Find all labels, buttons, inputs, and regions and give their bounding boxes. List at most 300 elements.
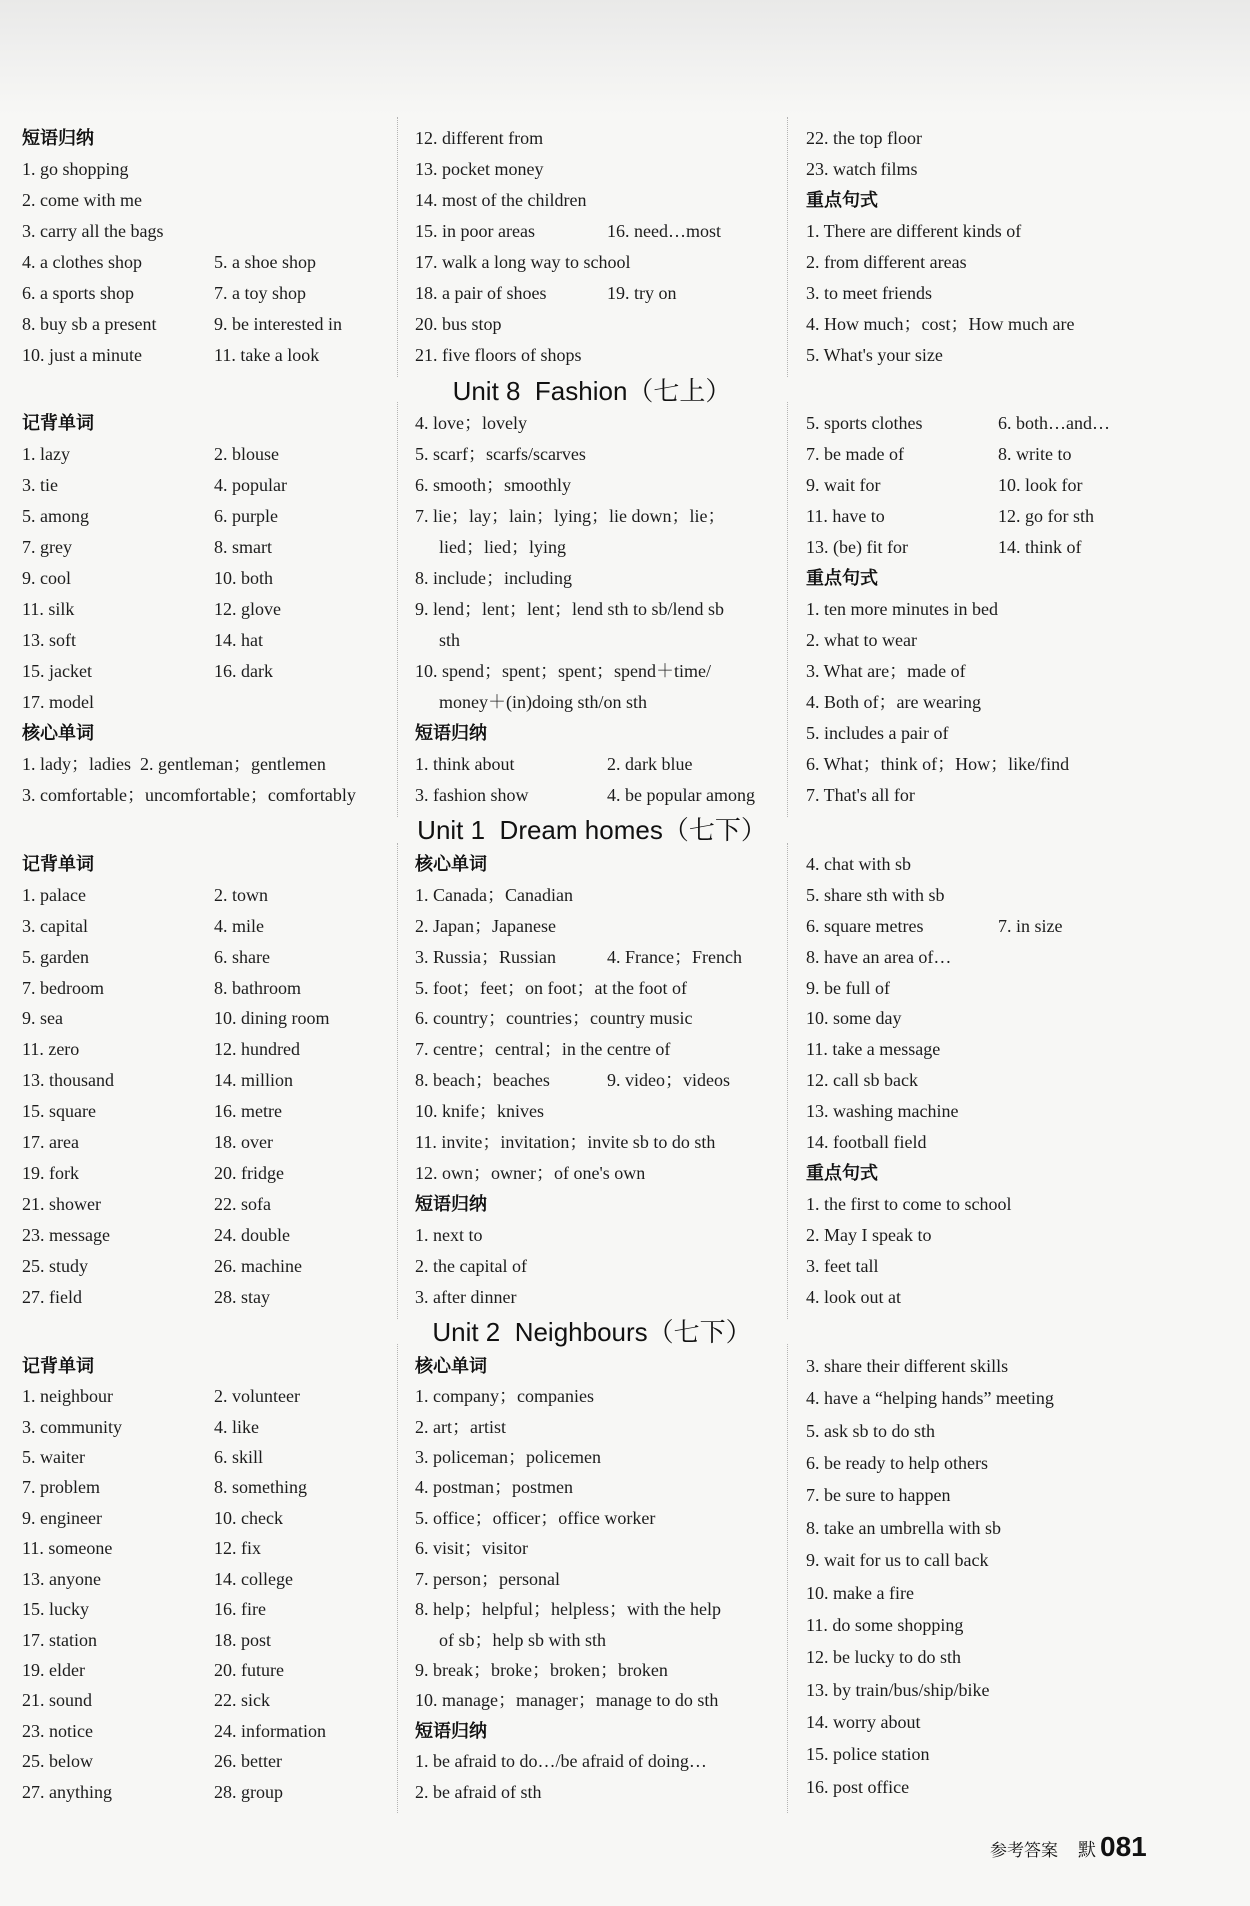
answer-item: 8. beach；beaches xyxy=(415,1070,550,1091)
answer-row xyxy=(806,849,1178,880)
answer-item: 1. the first to come to school xyxy=(806,1194,1012,1215)
answer-row xyxy=(806,1034,1178,1065)
answer-row xyxy=(415,532,787,563)
answer-row xyxy=(806,1674,1178,1706)
answer-item: 5. share sth with sb xyxy=(806,884,945,905)
section-heading: 核心单词 xyxy=(415,853,487,875)
answer-row xyxy=(415,1625,787,1655)
answer-row xyxy=(22,1594,394,1624)
answer-item-continuation: lied；lied；lying xyxy=(439,537,566,558)
answer-item: 6. country；countries；country music xyxy=(415,1008,693,1029)
answer-row xyxy=(806,501,1178,532)
answer-row xyxy=(22,1034,394,1065)
answer-row xyxy=(22,1625,394,1655)
answer-item: 23. watch films xyxy=(806,158,918,179)
answer-item: 14. college xyxy=(214,1568,293,1589)
answer-item: 1. be afraid to do…/be afraid of doing… xyxy=(415,1751,707,1772)
answer-item: 8. help；helpful；helpless；with the help xyxy=(415,1599,721,1620)
section-heading: 短语归纳 xyxy=(415,1720,487,1742)
answer-item: 27. anything xyxy=(22,1781,112,1802)
answer-item: 9. be full of xyxy=(806,977,890,998)
answer-item: 13. soft xyxy=(22,630,76,651)
heading-row xyxy=(415,1351,787,1381)
answer-item: 14. hat xyxy=(214,630,263,651)
page-footer xyxy=(990,1828,1147,1866)
answer-row xyxy=(22,1746,394,1776)
heading-row xyxy=(806,185,1178,216)
answer-row xyxy=(22,780,394,811)
answer-item: 11. have to xyxy=(806,506,885,527)
answer-row xyxy=(806,1282,1178,1313)
answer-row xyxy=(415,439,787,470)
answer-item: 1. There are different kinds of xyxy=(806,220,1022,241)
footer-label: 参考答案 xyxy=(990,1841,1058,1861)
answer-item: 15. square xyxy=(22,1101,96,1122)
answer-row xyxy=(415,1685,787,1715)
answer-item: 10. knife；knives xyxy=(415,1101,544,1122)
answer-item: 4. postman；postmen xyxy=(415,1477,573,1498)
scan-shading xyxy=(0,0,1250,115)
answer-item: 17. area xyxy=(22,1132,79,1153)
answer-row xyxy=(22,1251,394,1282)
answer-item: 10. spend；spent；spent；spend＋time/ xyxy=(415,661,711,682)
answer-item: 11. zero xyxy=(22,1039,80,1060)
answer-item: 28. stay xyxy=(214,1286,270,1307)
answer-row xyxy=(415,1746,787,1776)
column-divider-2 xyxy=(787,843,788,1319)
column-divider-2 xyxy=(787,117,788,377)
answer-item: 10. check xyxy=(214,1507,283,1528)
answer-item: 1. lazy xyxy=(22,444,70,465)
answer-item: 16. dark xyxy=(214,661,273,682)
answer-row xyxy=(415,1127,787,1158)
answer-row xyxy=(415,911,787,942)
answer-item: 22. the top floor xyxy=(806,127,922,148)
answer-item: 7. centre；central；in the centre of xyxy=(415,1039,671,1060)
section-heading: 核心单词 xyxy=(22,723,94,745)
answer-item: 14. football field xyxy=(806,1132,927,1153)
answer-item: 21. sound xyxy=(22,1690,93,1711)
answer-item: 24. information xyxy=(214,1720,326,1741)
answer-row xyxy=(415,563,787,594)
answer-item: 21. five floors of shops xyxy=(415,344,582,365)
answer-item: 1. palace xyxy=(22,884,86,905)
answer-item: 9. engineer xyxy=(22,1507,102,1528)
answer-row xyxy=(806,247,1178,278)
answer-row xyxy=(806,780,1178,811)
answer-row xyxy=(22,1282,394,1313)
answer-row xyxy=(415,408,787,439)
answer-row xyxy=(22,625,394,656)
answer-row xyxy=(415,309,787,340)
answer-item: 19. fork xyxy=(22,1163,79,1184)
answer-item: 1. go shopping xyxy=(22,158,129,179)
answer-item: 4. have a “helping hands” meeting xyxy=(806,1388,1054,1409)
answer-row xyxy=(22,656,394,687)
heading-row xyxy=(806,563,1178,594)
answer-item: 13. thousand xyxy=(22,1070,114,1091)
answer-item: 5. ask sb to do sth xyxy=(806,1420,936,1441)
answer-item: 25. study xyxy=(22,1255,89,1276)
answer-row xyxy=(22,278,394,309)
answer-row xyxy=(22,1564,394,1594)
answer-item: 1. think about xyxy=(415,754,515,775)
answer-row xyxy=(806,1641,1178,1673)
answer-item: 11. take a look xyxy=(214,344,320,365)
answer-item: 7. That's all for xyxy=(806,785,915,806)
answer-item: 7. be sure to happen xyxy=(806,1485,951,1506)
answer-item: 2. the capital of xyxy=(415,1255,527,1276)
heading-row xyxy=(806,1158,1178,1189)
answer-item: 8. include；including xyxy=(415,568,572,589)
answer-item-continuation: sth xyxy=(439,630,461,651)
answer-item-continuation: money＋(in)doing sth/on sth xyxy=(439,692,647,713)
answer-item: 1. Canada；Canadian xyxy=(415,884,573,905)
answer-item: 14. worry about xyxy=(806,1712,921,1733)
heading-row xyxy=(415,718,787,749)
answer-item: 6. a sports shop xyxy=(22,282,134,303)
answer-row xyxy=(806,687,1178,718)
answer-row xyxy=(22,1189,394,1220)
answer-row xyxy=(415,1594,787,1624)
answer-item: 6. both…and… xyxy=(998,413,1110,434)
answer-item: 12. go for sth xyxy=(998,506,1094,527)
answer-item: 10. manage；manager；manage to do sth xyxy=(415,1690,719,1711)
answer-row xyxy=(415,1096,787,1127)
answer-item: 8. bathroom xyxy=(214,977,301,998)
answer-item: 10. dining room xyxy=(214,1008,330,1029)
answer-item: 12. glove xyxy=(214,599,281,620)
footer-mark: 默 xyxy=(1078,1840,1096,1861)
section-heading: 重点句式 xyxy=(806,189,878,211)
answer-row xyxy=(415,247,787,278)
answer-item: 5. a shoe shop xyxy=(214,251,316,272)
answer-item: 8. take an umbrella with sb xyxy=(806,1517,1001,1538)
answer-row xyxy=(806,1512,1178,1544)
section-heading: 记背单词 xyxy=(22,413,94,435)
heading-row xyxy=(415,1189,787,1220)
section-heading: 重点句式 xyxy=(806,568,878,590)
answer-row xyxy=(22,470,394,501)
answer-item: 15. police station xyxy=(806,1744,930,1765)
answer-row xyxy=(22,340,394,371)
answer-row xyxy=(22,185,394,216)
answer-row xyxy=(415,1158,787,1189)
answer-item: 5. What's your size xyxy=(806,344,943,365)
answer-item: 9. break；broke；broken；broken xyxy=(415,1660,668,1681)
answer-row xyxy=(806,123,1178,154)
answer-item: 4. a clothes shop xyxy=(22,251,142,272)
answer-item: 19. elder xyxy=(22,1660,85,1681)
column-divider-1 xyxy=(397,843,398,1319)
answer-item: 16. metre xyxy=(214,1101,282,1122)
answer-item: 19. try on xyxy=(607,282,677,303)
answer-row xyxy=(806,1350,1178,1382)
answer-item: 18. over xyxy=(214,1132,273,1153)
answer-row xyxy=(22,973,394,1004)
answer-row xyxy=(415,1034,787,1065)
answer-item: 10. make a fire xyxy=(806,1582,914,1603)
answer-row xyxy=(415,470,787,501)
answer-item: 4. Both of；are wearing xyxy=(806,692,981,713)
answer-item: 9. cool xyxy=(22,568,71,589)
answer-item: 6. visit；visitor xyxy=(415,1538,529,1559)
heading-row xyxy=(22,1351,394,1381)
answer-row xyxy=(415,656,787,687)
answer-row xyxy=(22,216,394,247)
section-3-column-left xyxy=(22,1351,394,1807)
answer-item: 1. ten more minutes in bed xyxy=(806,599,998,620)
answer-row xyxy=(22,1503,394,1533)
answer-row xyxy=(22,1158,394,1189)
answer-row xyxy=(806,1479,1178,1511)
answer-item: 1. lady；ladies 2. gentleman；gentlemen xyxy=(22,754,326,775)
answer-item: 21. shower xyxy=(22,1194,101,1215)
answer-item: 8. buy sb a present xyxy=(22,313,157,334)
heading-row xyxy=(22,408,394,439)
section-3-column-right xyxy=(806,1350,1178,1803)
answer-row xyxy=(806,911,1178,942)
answer-row xyxy=(806,973,1178,1004)
answer-row xyxy=(22,247,394,278)
answer-row xyxy=(806,1771,1178,1803)
section-heading: 记背单词 xyxy=(22,853,94,875)
answer-item: 3. capital xyxy=(22,915,88,936)
answer-item: 2. town xyxy=(214,884,268,905)
answer-row xyxy=(22,309,394,340)
answer-item: 11. invite；invitation；invite sb to do sth xyxy=(415,1132,716,1153)
answer-row xyxy=(415,1472,787,1502)
answer-item: 3. share their different skills xyxy=(806,1355,1009,1376)
answer-item: 8. have an area of… xyxy=(806,946,952,967)
answer-item: 10. look for xyxy=(998,475,1083,496)
answer-item: 16. fire xyxy=(214,1599,266,1620)
section-2-column-middle xyxy=(415,849,787,1313)
answer-row xyxy=(22,880,394,911)
answer-row xyxy=(415,1065,787,1096)
answer-row xyxy=(806,1577,1178,1609)
answer-row xyxy=(22,439,394,470)
answer-item: 8. write to xyxy=(998,444,1072,465)
answer-row xyxy=(415,216,787,247)
answer-row xyxy=(806,216,1178,247)
answer-item: 16. need…most xyxy=(607,220,721,241)
answer-row xyxy=(22,1412,394,1442)
section-heading: 核心单词 xyxy=(415,1355,487,1377)
answer-row xyxy=(806,1096,1178,1127)
answer-item: 7. a toy shop xyxy=(214,282,306,303)
column-divider-1 xyxy=(397,117,398,377)
answer-row xyxy=(22,594,394,625)
answer-item: 15. in poor areas xyxy=(415,220,535,241)
answer-item: 1. next to xyxy=(415,1225,483,1246)
answer-item: 9. wait for xyxy=(806,475,881,496)
answer-row xyxy=(415,154,787,185)
answer-item: 3. tie xyxy=(22,475,58,496)
unit-title: Unit 1 Dream homes（七下） xyxy=(417,815,767,845)
answer-item: 12. own；owner；of one's own xyxy=(415,1163,646,1184)
answer-row xyxy=(806,408,1178,439)
answer-item: 14. most of the children xyxy=(415,189,587,210)
answer-item: 4. mile xyxy=(214,915,264,936)
answer-item: 5. among xyxy=(22,506,89,527)
answer-item: 17. model xyxy=(22,692,94,713)
answer-item: 17. station xyxy=(22,1629,97,1650)
answer-item: 4. look out at xyxy=(806,1286,901,1307)
answer-item: 28. group xyxy=(214,1781,283,1802)
answer-row xyxy=(22,1381,394,1411)
answer-row xyxy=(415,278,787,309)
section-0-column-middle xyxy=(415,123,787,371)
answer-row xyxy=(415,625,787,656)
answer-item: 26. better xyxy=(214,1751,282,1772)
answer-item: 18. post xyxy=(214,1629,272,1650)
answer-item: 4. love；lovely xyxy=(415,413,527,434)
answer-row xyxy=(415,780,787,811)
answer-row xyxy=(22,1127,394,1158)
answer-item: 5. waiter xyxy=(22,1447,85,1468)
answer-item: 12. be lucky to do sth xyxy=(806,1647,961,1668)
answer-item: 2. Japan；Japanese xyxy=(415,915,556,936)
answer-item: 16. post office xyxy=(806,1776,910,1797)
answer-item: 5. scarf；scarfs/scarves xyxy=(415,444,586,465)
answer-item: 3. feet tall xyxy=(806,1255,879,1276)
answer-row xyxy=(806,1127,1178,1158)
answer-item: 11. do some shopping xyxy=(806,1614,964,1635)
column-divider-1 xyxy=(397,402,398,817)
unit-title: Unit 8 Fashion（七上） xyxy=(452,375,732,406)
answer-row xyxy=(22,1685,394,1715)
answer-item: 2. blouse xyxy=(214,444,279,465)
answer-row xyxy=(806,1065,1178,1096)
answer-item: 2. come with me xyxy=(22,189,142,210)
answer-item: 4. How much；cost；How much are xyxy=(806,313,1075,334)
answer-row xyxy=(806,749,1178,780)
answer-item: 3. carry all the bags xyxy=(22,220,164,241)
answer-item: 20. bus stop xyxy=(415,313,502,334)
answer-row xyxy=(415,185,787,216)
answer-row xyxy=(415,1381,787,1411)
section-heading: 短语归纳 xyxy=(415,1194,487,1216)
answer-row xyxy=(22,749,394,780)
answer-item: 15. lucky xyxy=(22,1599,89,1620)
section-2-column-right xyxy=(806,849,1178,1313)
answer-item: 9. video；videos xyxy=(607,1070,730,1091)
unit-title: Unit 2 Neighbours（七下） xyxy=(432,1316,752,1347)
answer-item: 2. May I speak to xyxy=(806,1225,932,1246)
answer-item: 7. be made of xyxy=(806,444,904,465)
answer-item: 14. think of xyxy=(998,537,1082,558)
answer-row xyxy=(806,278,1178,309)
answer-item: 6. purple xyxy=(214,506,278,527)
answer-row xyxy=(415,1533,787,1563)
answer-item: 10. both xyxy=(214,568,274,589)
answer-row xyxy=(415,1564,787,1594)
section-3-column-middle xyxy=(415,1351,787,1807)
section-1-column-middle xyxy=(415,408,787,811)
page-number: 081 xyxy=(1100,1831,1147,1862)
answer-item: 20. fridge xyxy=(214,1163,284,1184)
answer-item: 9. lend；lent；lent；lend sth to sb/lend sb xyxy=(415,599,724,620)
answer-item: 5. includes a pair of xyxy=(806,723,949,744)
answer-row xyxy=(806,470,1178,501)
answer-item: 15. jacket xyxy=(22,661,92,682)
answer-row xyxy=(22,154,394,185)
answer-item: 26. machine xyxy=(214,1255,302,1276)
answer-item: 10. just a minute xyxy=(22,344,142,365)
answer-row xyxy=(806,1738,1178,1770)
answer-item: 3. after dinner xyxy=(415,1286,517,1307)
answer-row xyxy=(22,687,394,718)
section-heading: 短语归纳 xyxy=(415,723,487,745)
answer-row xyxy=(22,1777,394,1807)
section-1-column-right xyxy=(806,408,1178,811)
answer-item: 11. someone xyxy=(22,1538,113,1559)
answer-row xyxy=(806,1189,1178,1220)
answer-item: 3. policeman；policemen xyxy=(415,1447,601,1468)
answer-row xyxy=(415,1777,787,1807)
answer-item: 17. walk a long way to school xyxy=(415,251,631,272)
answer-item: 6. square metres xyxy=(806,915,924,936)
answer-row xyxy=(806,439,1178,470)
answer-row xyxy=(806,656,1178,687)
answer-item: 13. anyone xyxy=(22,1568,101,1589)
answer-item: 1. company；companies xyxy=(415,1386,594,1407)
column-divider-1 xyxy=(397,1344,398,1813)
answer-row xyxy=(806,880,1178,911)
answer-item: 6. smooth；smoothly xyxy=(415,475,572,496)
answer-row xyxy=(806,1415,1178,1447)
section-heading: 记背单词 xyxy=(22,1355,94,1377)
answer-item: 9. be interested in xyxy=(214,313,342,334)
section-1-column-left xyxy=(22,408,394,811)
answer-row xyxy=(22,1716,394,1746)
answer-item: 2. dark blue xyxy=(607,754,693,775)
answer-item: 6. share xyxy=(214,946,270,967)
answer-item: 18. a pair of shoes xyxy=(415,282,547,303)
answer-row xyxy=(22,1442,394,1472)
answer-item: 5. foot；feet；on foot；at the foot of xyxy=(415,977,687,998)
section-heading: 重点句式 xyxy=(806,1163,878,1185)
answer-row xyxy=(415,1251,787,1282)
answer-item: 4. popular xyxy=(214,475,287,496)
heading-row xyxy=(22,849,394,880)
answer-item: 12. call sb back xyxy=(806,1070,918,1091)
answer-item: 14. million xyxy=(214,1070,294,1091)
heading-row xyxy=(22,718,394,749)
column-divider-2 xyxy=(787,1344,788,1813)
answer-row xyxy=(806,718,1178,749)
answer-item: 13. washing machine xyxy=(806,1101,959,1122)
answer-item: 4. like xyxy=(214,1416,259,1437)
answer-item: 13. pocket money xyxy=(415,158,544,179)
answer-row xyxy=(806,942,1178,973)
answer-row xyxy=(415,1655,787,1685)
answer-item: 25. below xyxy=(22,1751,93,1772)
answer-item: 10. some day xyxy=(806,1008,902,1029)
answer-row xyxy=(22,501,394,532)
answer-item: 11. silk xyxy=(22,599,75,620)
answer-item: 4. France；French xyxy=(607,946,742,967)
answer-row xyxy=(22,1472,394,1502)
answer-item: 2. be afraid of sth xyxy=(415,1781,542,1802)
answer-row xyxy=(415,749,787,780)
answer-item: 22. sofa xyxy=(214,1194,271,1215)
answer-item: 9. sea xyxy=(22,1008,63,1029)
answer-row xyxy=(415,687,787,718)
section-0-column-right xyxy=(806,123,1178,371)
answer-item: 23. message xyxy=(22,1225,110,1246)
